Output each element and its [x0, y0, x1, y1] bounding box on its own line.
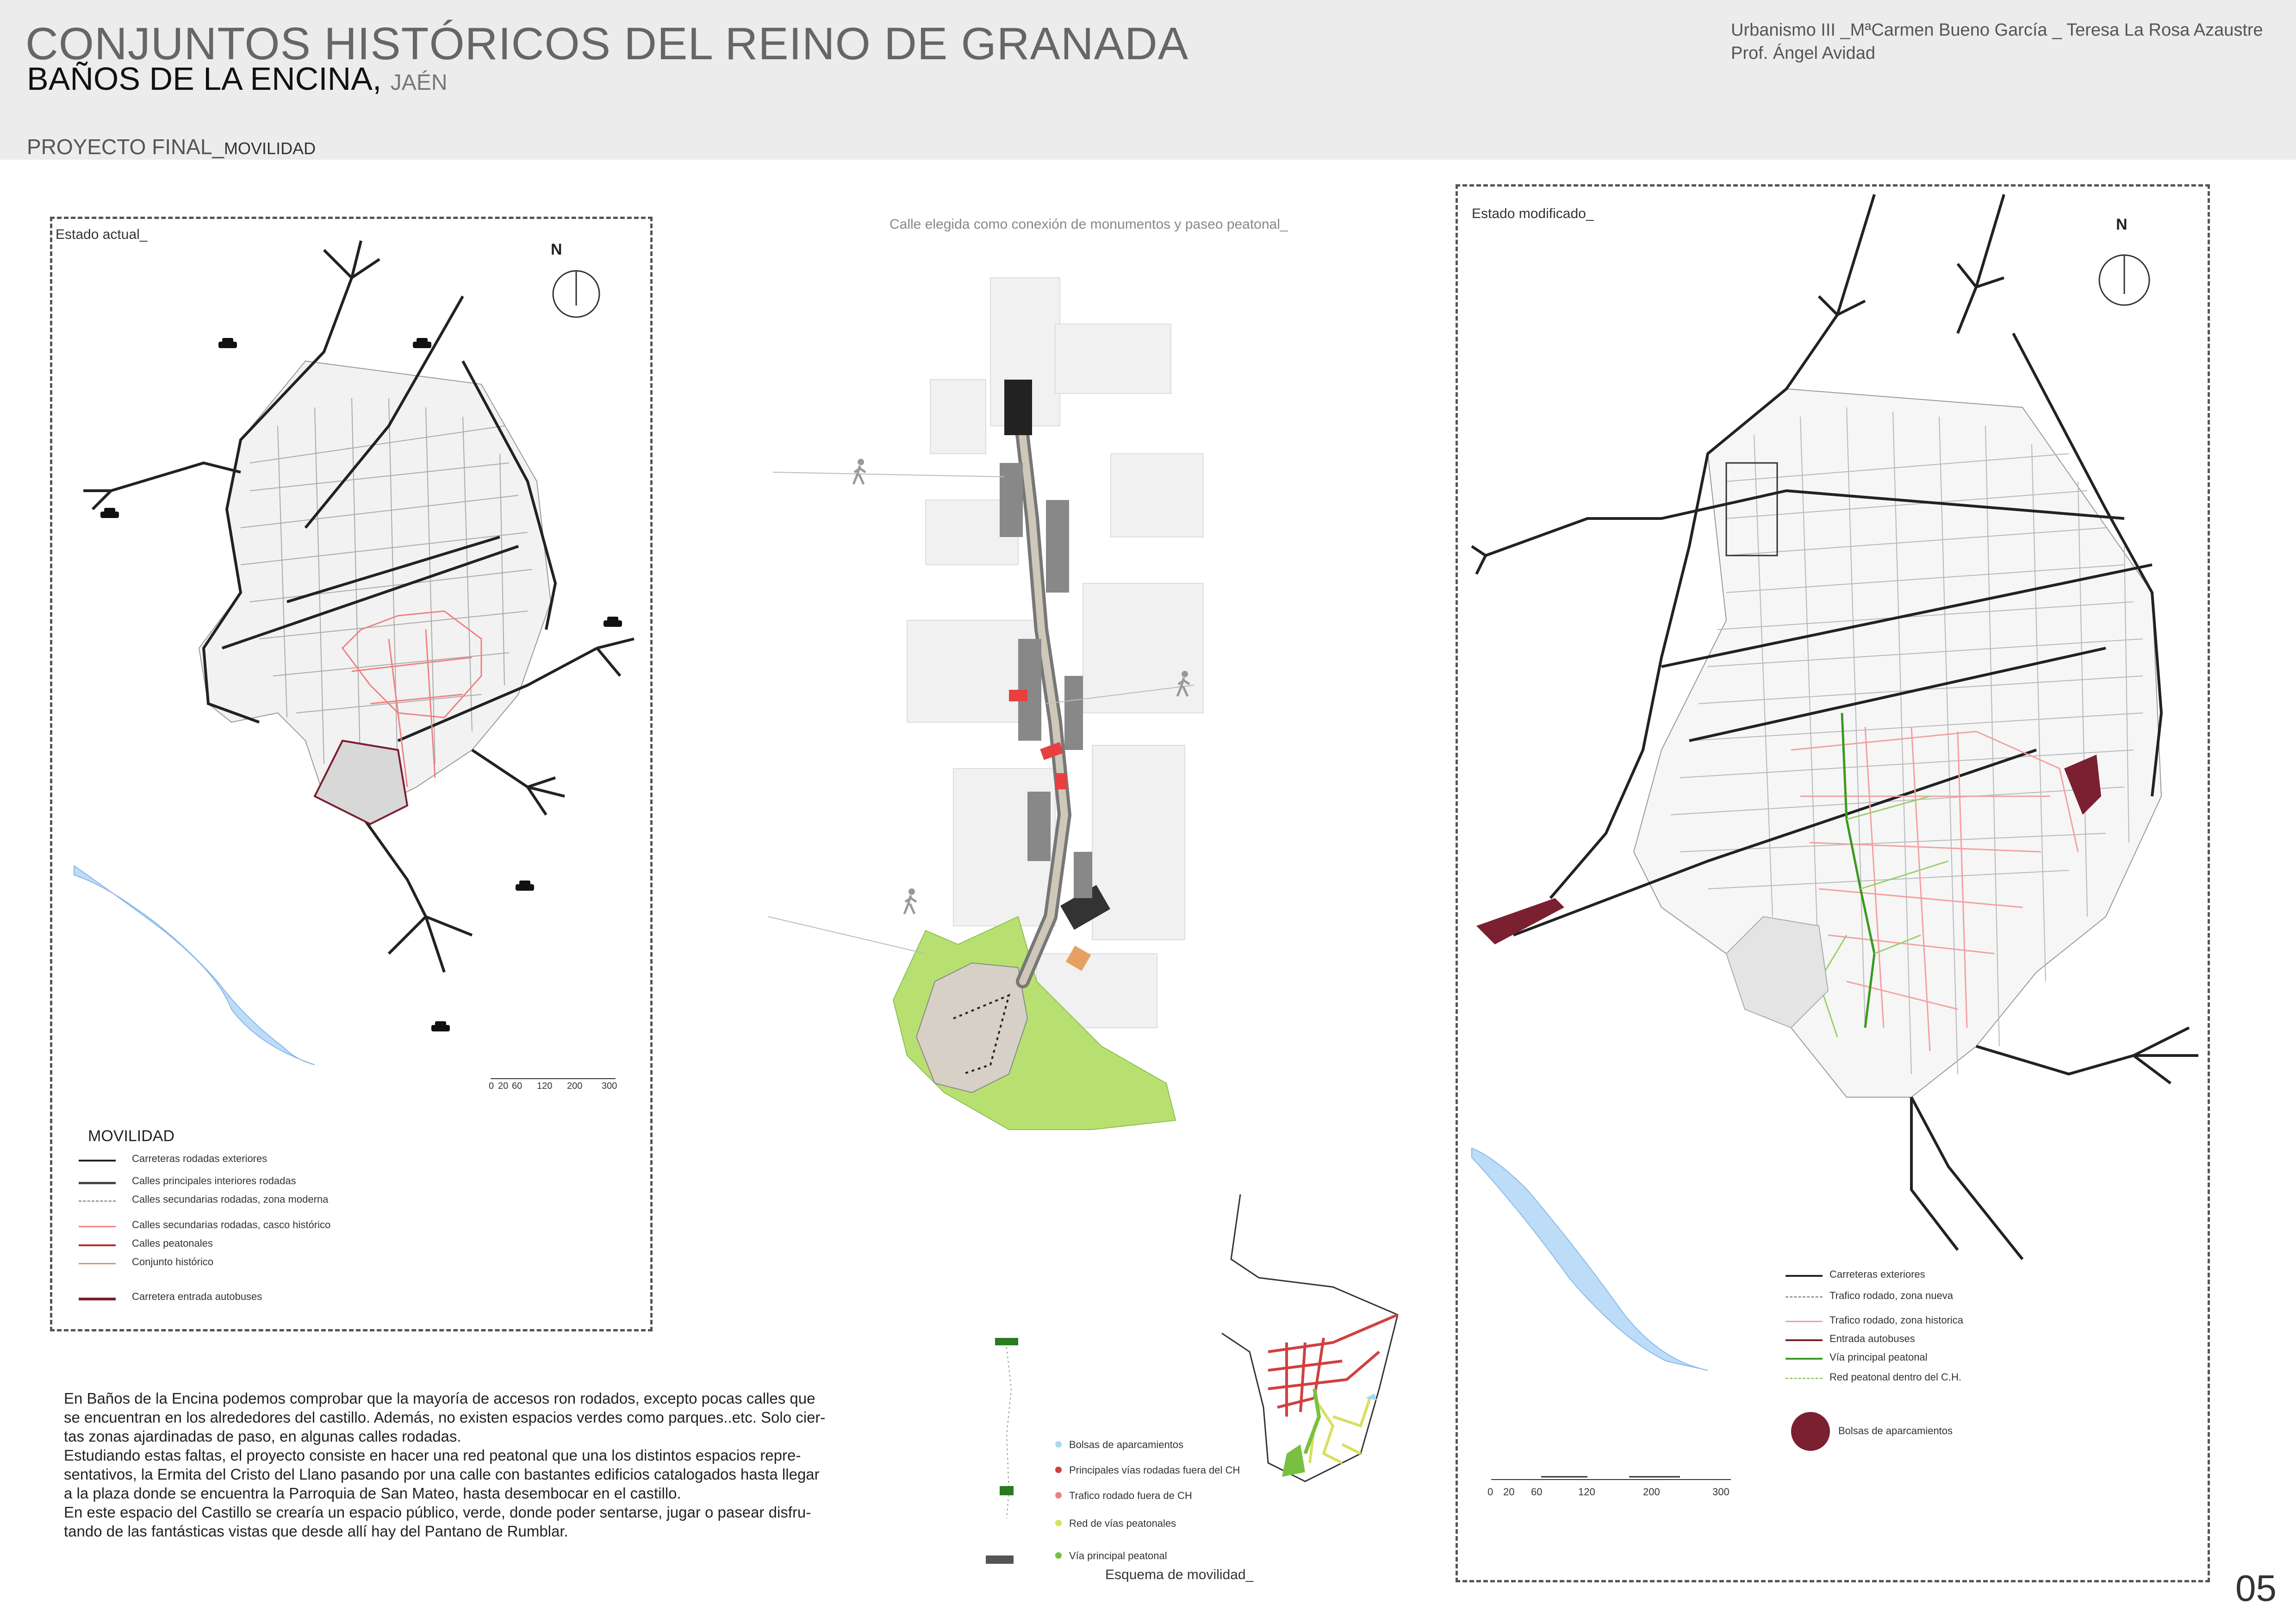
- description-text: [64, 1389, 943, 1541]
- legend-item: Calles secundarias rodadas, zona moderna: [132, 1193, 329, 1205]
- credits: [1731, 19, 2263, 65]
- credits-professor: Prof. Ángel Avidad: [1731, 44, 1875, 63]
- legend-swatch: [1786, 1321, 1823, 1322]
- parking-label: Bolsas de aparcamientos: [1838, 1425, 1953, 1437]
- text-line: tas zonas ajardinadas de paso, en algunas calles rodadas.: [64, 1428, 461, 1445]
- legend-swatch: [1055, 1552, 1062, 1559]
- hermitage-building: [1004, 380, 1032, 435]
- legend-item: Trafico rodado, zona nueva: [1829, 1290, 1954, 1301]
- legend-swatch: [1786, 1358, 1823, 1360]
- legend-item: Red peatonal dentro del C.H.: [1829, 1371, 1961, 1383]
- legend-title: MOVILIDAD: [88, 1127, 175, 1145]
- chosen-street-map: [759, 259, 1222, 1250]
- legend-item: Calles principales interiores rodadas: [132, 1175, 296, 1187]
- page-subtitle: [27, 60, 448, 97]
- car-icon: [515, 880, 535, 893]
- svg-text:20: 20: [1503, 1486, 1515, 1498]
- svg-text:200: 200: [1643, 1486, 1660, 1498]
- legend-item: Principales vías rodadas fuera del CH: [1069, 1464, 1240, 1476]
- section-label: PROYECTO FINAL_: [27, 135, 224, 159]
- legend-swatch: [79, 1200, 116, 1202]
- legend-swatch: [79, 1226, 116, 1227]
- middle-caption: Calle elegida como conexión de monumentos y paseo peatonal_: [890, 217, 1288, 232]
- legend-swatch: [1055, 1467, 1062, 1473]
- legend-item: Entrada autobuses: [1829, 1333, 1915, 1344]
- page-title: CONJUNTOS HISTÓRICOS DEL REINO DE GRANADA: [25, 18, 1189, 69]
- svg-text:60: 60: [512, 1081, 523, 1091]
- scheme-caption: Esquema de movilidad_: [1105, 1567, 1254, 1582]
- current-state-map: [65, 231, 643, 1134]
- town-name: BAÑOS DE LA ENCINA,: [27, 61, 382, 97]
- svg-text:120: 120: [537, 1081, 553, 1091]
- legend-item: Trafico rodado fuera de CH: [1069, 1490, 1192, 1501]
- svg-text:300: 300: [1712, 1486, 1730, 1498]
- catalogued-building: [1009, 690, 1027, 701]
- legend-swatch: [79, 1298, 116, 1300]
- car-icon: [100, 507, 120, 521]
- legend-modified: [1786, 1268, 2063, 1389]
- legend-item: Vía principal peatonal: [1829, 1351, 1928, 1363]
- legend-swatch: [1055, 1441, 1062, 1448]
- scale-bar-current: [486, 1069, 625, 1093]
- legend-item: Vía principal peatonal: [1069, 1550, 1167, 1562]
- legend-item: Trafico rodado, zona historica: [1829, 1314, 1963, 1326]
- north-label: N: [551, 241, 562, 258]
- scheme-main-roads: [1268, 1315, 1398, 1417]
- legend-swatch: [79, 1263, 116, 1264]
- current-state-label: Estado actual_: [56, 227, 148, 242]
- svg-text:200: 200: [567, 1081, 583, 1091]
- legend-swatch: [1786, 1378, 1823, 1379]
- text-line: Estudiando estas faltas, el proyecto consiste en hacer una red peatonal que una los distintos espacios repre-: [64, 1447, 801, 1464]
- pedestrian-icon: [1175, 670, 1193, 698]
- credits-authors: Urbanismo III _MªCarmen Bueno García _ Teresa La Rosa Azaustre: [1731, 20, 2263, 40]
- parking-swatch: [1791, 1412, 1830, 1451]
- legend-swatch: [1786, 1296, 1823, 1298]
- legend-swatch: [79, 1182, 116, 1184]
- legend-current: [79, 1153, 449, 1310]
- legend-swatch: [79, 1244, 116, 1246]
- legend-swatch: [1055, 1492, 1062, 1499]
- river-shape: [1472, 1148, 1708, 1370]
- section-topic: MOVILIDAD: [224, 139, 316, 158]
- text-line: En este espacio del Castillo se crearía un espacio público, verde, donde poder sentarse, jugar o pasear disfru-: [64, 1504, 811, 1521]
- legend-item: Conjunto histórico: [132, 1256, 214, 1268]
- car-icon: [412, 337, 432, 351]
- river-shape: [74, 866, 315, 1065]
- text-line: tando de las fantásticas vistas que desde allí hay del Pantano de Rumblar.: [64, 1523, 568, 1540]
- legend-item: Bolsas de aparcamientos: [1069, 1439, 1184, 1450]
- svg-text:0: 0: [489, 1081, 494, 1091]
- car-icon: [218, 337, 238, 351]
- pedestrian-icon: [851, 458, 869, 486]
- legend-swatch: [1055, 1520, 1062, 1526]
- legend-swatch: [79, 1160, 116, 1162]
- legend-scheme: [1055, 1435, 1314, 1574]
- text-line: sentativos, la Ermita del Cristo del Llano pasando por una calle con bastantes edificios catalogados hasta llegar: [64, 1466, 820, 1483]
- svg-text:0: 0: [1487, 1486, 1493, 1498]
- svg-text:60: 60: [1531, 1486, 1543, 1498]
- scale-bar-modified: [1486, 1472, 1745, 1500]
- car-icon: [603, 616, 623, 630]
- svg-text:120: 120: [1578, 1486, 1595, 1498]
- scheme-route-diagram: [986, 1333, 1041, 1574]
- svg-text:300: 300: [602, 1081, 617, 1091]
- province-name: JAÉN: [390, 70, 448, 95]
- section-title: [27, 134, 316, 159]
- legend-item: Carretera entrada autobuses: [132, 1291, 262, 1302]
- car-icon: [430, 1020, 451, 1034]
- legend-swatch: [1786, 1275, 1823, 1277]
- legend-item: Red de vías peatonales: [1069, 1518, 1176, 1529]
- page-number: 05: [2235, 1568, 2277, 1609]
- legend-item: Carreteras exteriores: [1829, 1268, 1925, 1280]
- text-line: se encuentran en los alrededores del castillo. Además, no existen espacios verdes como parques..etc. Solo cier-: [64, 1409, 826, 1426]
- catalogued-building: [1055, 773, 1067, 789]
- text-line: En Baños de la Encina podemos comprobar que la mayoría de accesos ron rodados, excepto pocas calles que: [64, 1390, 815, 1407]
- svg-text:20: 20: [498, 1081, 509, 1091]
- pedestrian-icon: [902, 888, 920, 916]
- text-line: a la plaza donde se encuentra la Parroquia de San Mateo, hasta desembocar en el castillo.: [64, 1485, 681, 1502]
- north-label: N: [2116, 216, 2128, 233]
- legend-item: Calles peatonales: [132, 1237, 213, 1249]
- legend-item: Carreteras rodadas exteriores: [132, 1153, 268, 1164]
- legend-item: Calles secundarias rodadas, casco histórico: [132, 1219, 331, 1230]
- legend-swatch: [1786, 1339, 1823, 1341]
- modified-state-label: Estado modificado_: [1472, 206, 1594, 221]
- modified-state-map: [1467, 194, 2198, 1370]
